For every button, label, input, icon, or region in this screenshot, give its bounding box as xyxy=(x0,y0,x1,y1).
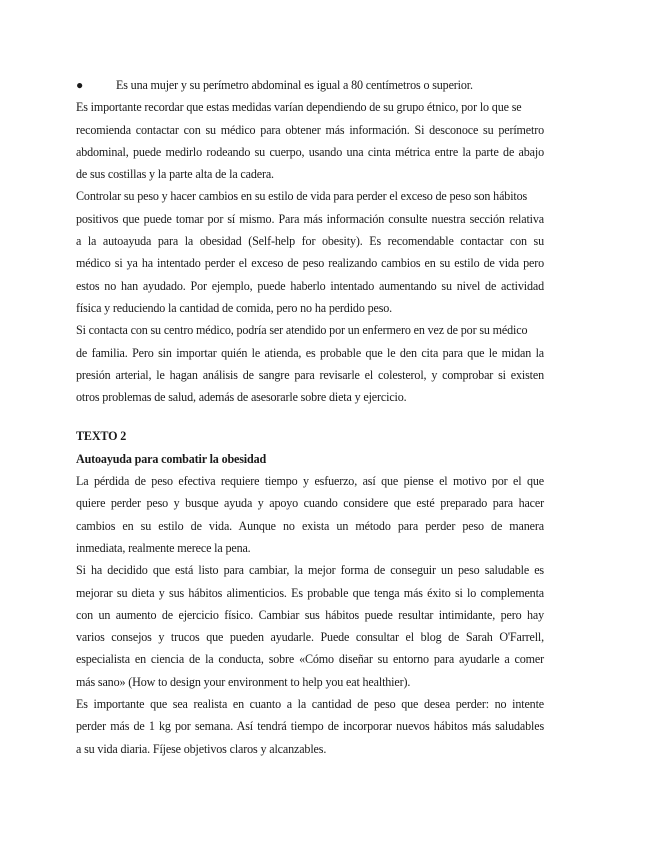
paragraph-line: recomienda contactar con su médico para obtener más información. Si desconoce su perímetro xyxy=(76,122,544,137)
paragraph-line: quiere perder peso y busque ayuda y apoyo cuando considere que esté preparado para hacer xyxy=(76,496,544,511)
paragraph-line: física y reduciendo la cantidad de comida, pero no ha perdido peso. xyxy=(76,300,393,315)
paragraph-3 xyxy=(76,319,544,408)
paragraph-line: Si contacta con su centro médico, podría ser atendido por un enfermero en vez de por su médico xyxy=(76,323,528,338)
bullet-icon: ● xyxy=(76,78,84,92)
paragraph-line: con un aumento de ejercicio físico. Cambiar sus hábitos puede resultar intimidante, pero hay xyxy=(76,607,544,622)
paragraph-line: cambios en su estilo de vida. Aunque no exista un método para perder peso de manera xyxy=(76,518,544,533)
paragraph-6 xyxy=(76,693,544,760)
paragraph-line: otros problemas de salud, además de asesorarle sobre dieta y ejercicio. xyxy=(76,390,407,405)
paragraph-line: varios consejos y trucos que pueden ayudarle. Puede consultar el blog de Sarah O'Farrell, xyxy=(76,630,544,645)
paragraph-1 xyxy=(76,96,544,185)
paragraph-line: inmediata, realmente merece la pena. xyxy=(76,540,251,555)
paragraph-line: positivos que puede tomar por sí mismo. Para más información consulte nuestra sección relativa xyxy=(76,211,544,226)
paragraph-line: mejorar su dieta y sus hábitos alimenticios. Es probable que tenga más éxito si lo complementa xyxy=(76,585,544,600)
paragraph-line: Es importante que sea realista en cuanto a la cantidad de peso que desea perder: no intente xyxy=(76,697,544,712)
paragraph-line: a su vida diaria. Fíjese objetivos claros y alcanzables. xyxy=(76,741,327,756)
paragraph-line: más sano» (How to design your environment to help you eat healthier). xyxy=(76,674,411,689)
section-spacer xyxy=(76,408,544,425)
paragraph-line: presión arterial, le hagan análisis de sangre para revisarle el colesterol, y comprobar si existen xyxy=(76,367,544,382)
paragraph-2 xyxy=(76,185,544,319)
document-page xyxy=(76,74,544,760)
paragraph-line: de sus costillas y la parte alta de la cadera. xyxy=(76,167,274,182)
paragraph-line: abdominal, puede medirlo rodeando su cuerpo, usando una cinta métrica entre la parte de abajo xyxy=(76,144,544,159)
paragraph-line: de familia. Pero sin importar quién le atienda, es probable que le den cita para que le midan la xyxy=(76,345,544,360)
bullet-text: Es una mujer y su perímetro abdominal es igual a 80 centímetros o superior. xyxy=(116,78,473,92)
bullet-item xyxy=(76,74,544,96)
paragraph-line: Controlar su peso y hacer cambios en su estilo de vida para perder el exceso de peso son hábitos xyxy=(76,189,528,204)
paragraph-line: Si ha decidido que está listo para cambiar, la mejor forma de conseguir un peso saludable es xyxy=(76,563,544,578)
paragraph-line: médico si ya ha intentado perder el exceso de peso realizando cambios en su estilo de vida pero xyxy=(76,256,544,271)
paragraph-5 xyxy=(76,559,544,693)
paragraph-line: Es importante recordar que estas medidas varían dependiendo de su grupo étnico, por lo que se xyxy=(76,100,522,115)
paragraph-line: a la autoayuda para la obesidad (Self-help for obesity). Es recomendable contactar con su xyxy=(76,234,544,249)
paragraph-line: estos no han ayudado. Por ejemplo, puede haberlo intentado aumentando su nivel de actividad xyxy=(76,278,544,293)
paragraph-line: especialista en ciencia de la conducta, sobre «Cómo diseñar su entorno para ayudarle a comer xyxy=(76,652,544,667)
section-label: TEXTO 2 xyxy=(76,429,127,444)
paragraph-line: perder más de 1 kg por semana. Así tendrá tiempo de incorporar nuevos hábitos más saludables xyxy=(76,719,544,734)
paragraph-line: La pérdida de peso efectiva requiere tiempo y esfuerzo, así que piense el motivo por el que xyxy=(76,474,544,489)
paragraph-4 xyxy=(76,470,544,559)
section-title: Autoayuda para combatir la obesidad xyxy=(76,451,267,466)
